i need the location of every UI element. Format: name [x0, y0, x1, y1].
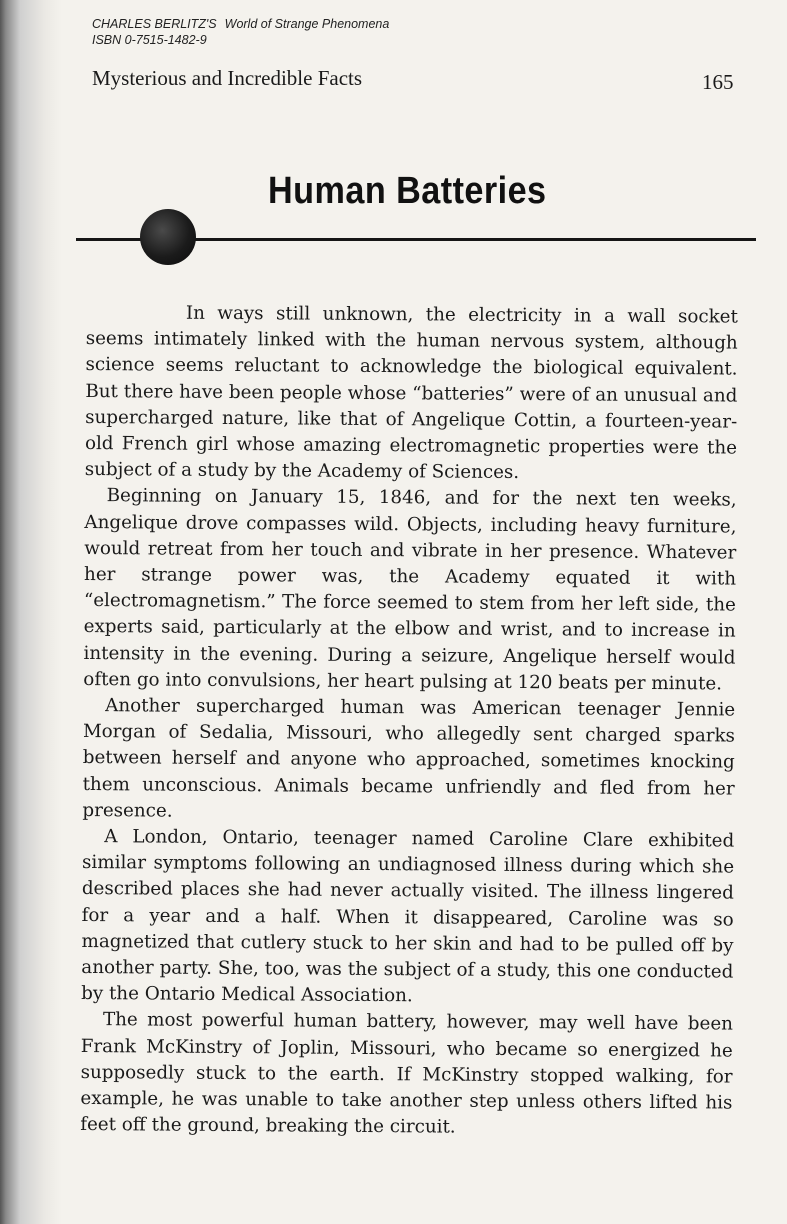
paragraph-1: In ways still unknown, the electricity in a wall socket seems intimately linked with the human nervous system, although science seems reluctant to acknowledge the biological equivalent. But there have been people whose “batteries” were of an unusual and supercharged nature, like that of Angelique Cottin, a fourteen-year-old French girl whose amazing electromagnetic properties were the subject of a study by the Academy of Sciences.: [84, 302, 738, 484]
paragraph-4: A London, Ontario, teenager named Caroline Clare exhibited similar symptoms following an undiagnosed illness during which she described places she had never actually visited. The illness lingered for a year and a half. When it disappeared, Caroline was so magnetized that cutlery stuck to her skin and had to be pulled off by another party. She, too, was the subject of a study, this one conducted by the Ontario Medical Association.: [81, 826, 735, 1007]
book-metadata: [92, 16, 389, 48]
book-credit-line: [92, 16, 389, 32]
book-author: CHARLES BERLITZ'S: [92, 17, 217, 31]
book-title: World of Strange Phenomena: [224, 17, 390, 31]
title-bullet-decoration: [140, 209, 196, 265]
isbn: ISBN 0-7515-1482-9: [92, 33, 207, 47]
page-number: 165: [702, 70, 734, 94]
article-title: Human Batteries: [268, 170, 547, 212]
paragraph-2: Beginning on January 15, 1846, and for the next ten weeks, Angelique drove compasses wild. Objects, including heavy furniture, would retreat from her touch and vibrate in her presence. Whatever her strange power was, the Academy equated it with “electromagnetism.” The force seemed to stem from her left side, the experts said, particularly at the elbow and wrist, and to increase in intensity in the evening. During a seizure, Angelique herself would often go into convulsions, her heart pulsing at 120 beats per minute.: [83, 485, 737, 695]
article-body: [80, 300, 738, 1143]
book-binding-shadow: [0, 0, 62, 1224]
paragraph-5: The most powerful human battery, however, may well have been Frank McKinstry of Joplin, Missouri, who became so energized he supposedly stuck to the earth. If McKinstry stopped walking, for example, he was unable to take another step unless others lifted his feet off the ground, breaking the circuit.: [80, 1009, 734, 1138]
running-head: Mysterious and Incredible Facts: [92, 66, 363, 90]
paragraph-3: Another supercharged human was American teenager Jennie Morgan of Sedalia, Missouri, who allegedly sent charged sparks between herself and anyone who approached, sometimes knocking them unconscious. Animals became unfriendly and fled from her presence.: [82, 695, 736, 822]
